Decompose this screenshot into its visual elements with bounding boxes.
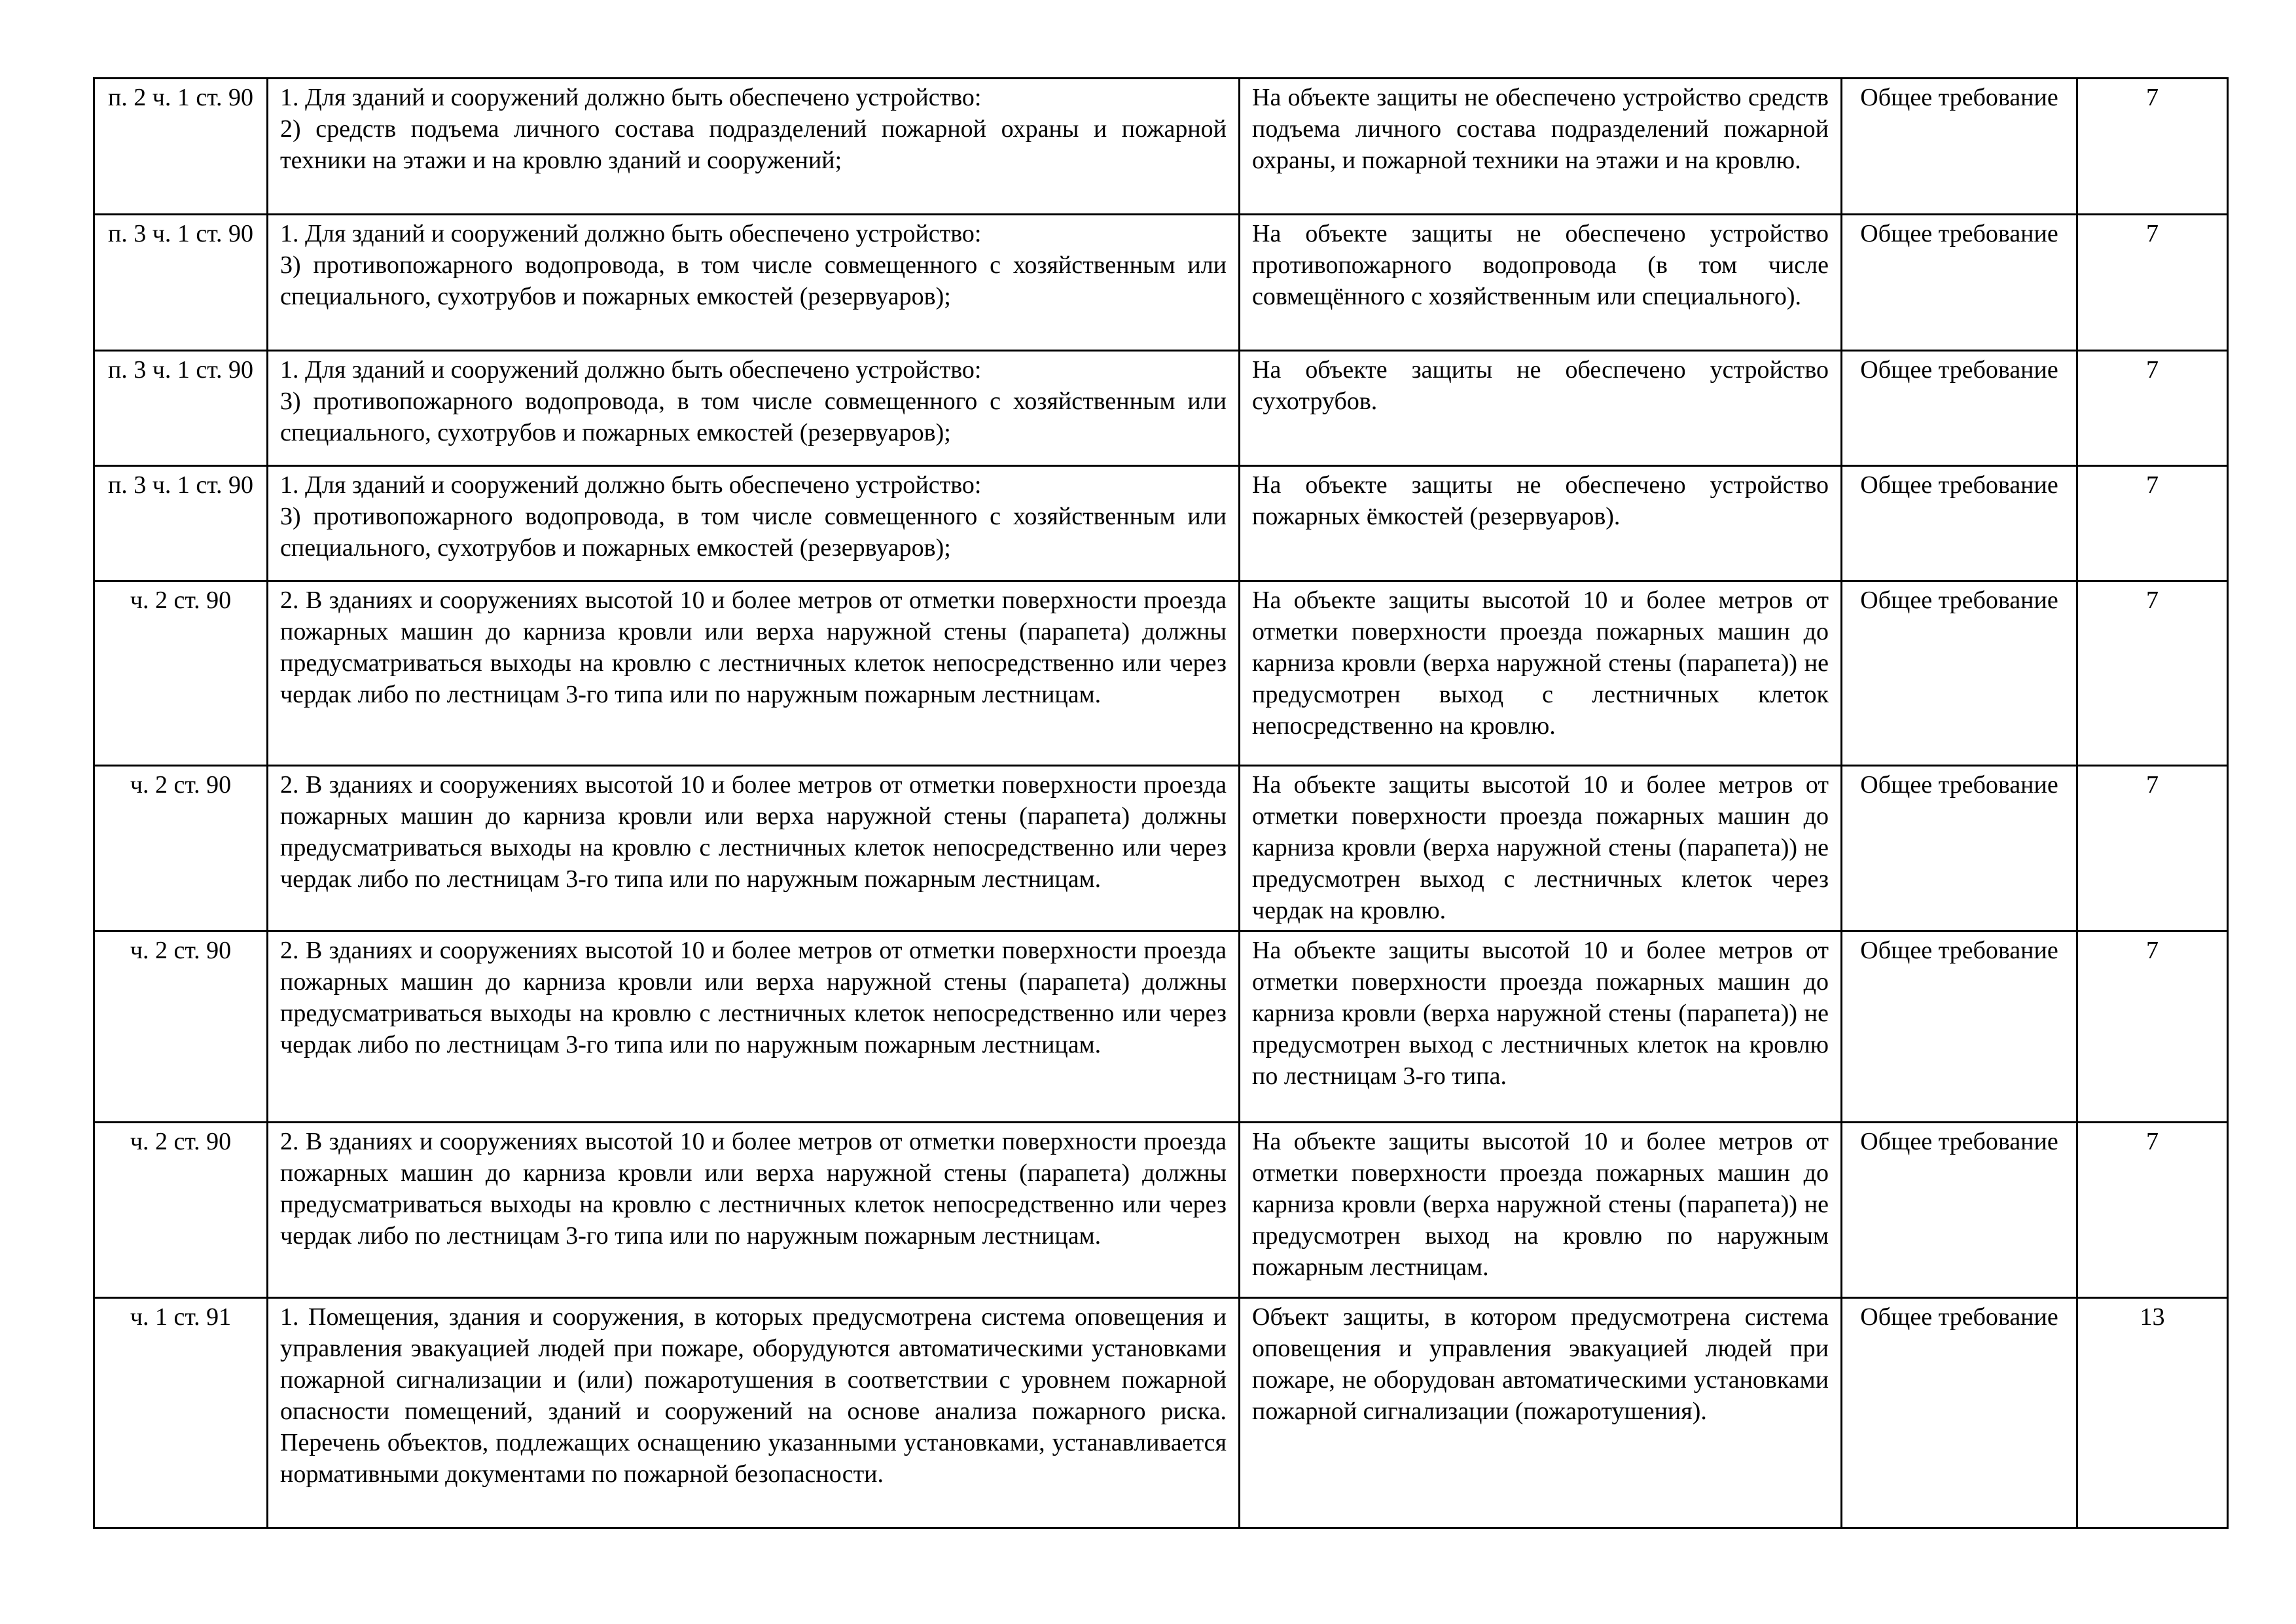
number-cell: 7 xyxy=(2077,79,2228,215)
article-cell: ч. 2 ст. 90 xyxy=(94,1123,268,1298)
violation-cell: На объекте защиты высотой 10 и более метров от отметки поверхности проезда пожарных машин до карниза кровли (верха наружной стены (парапета)) не предусмотрен выход с лестничных клеток через чердак на кровлю. xyxy=(1240,766,1842,931)
table-row xyxy=(94,766,2228,931)
requirements-table xyxy=(93,77,2229,1529)
table-row xyxy=(94,79,2228,215)
number-cell: 13 xyxy=(2077,1298,2228,1528)
article-cell: п. 2 ч. 1 ст. 90 xyxy=(94,79,268,215)
table-row xyxy=(94,1123,2228,1298)
table-row xyxy=(94,351,2228,466)
article-cell: ч. 2 ст. 90 xyxy=(94,581,268,766)
requirement-cell: 2. В зданиях и сооружениях высотой 10 и более метров от отметки поверхности проезда пожарных машин до карниза кровли или верха наружной стены (парапета) должны предусматриваться выходы на кровлю с лестничных клеток непосредственно или через чердак либо по лестницам 3-го типа или по наружным пожарным лестницам. xyxy=(268,581,1240,766)
number-cell: 7 xyxy=(2077,1123,2228,1298)
violation-cell: На объекте защиты высотой 10 и более метров от отметки поверхности проезда пожарных машин до карниза кровли (верха наружной стены (парапета)) не предусмотрен выход с лестничных клеток на кровлю по лестницам 3-го типа. xyxy=(1240,931,1842,1123)
requirement-type-cell: Общее требование xyxy=(1842,766,2077,931)
requirement-cell: 2. В зданиях и сооружениях высотой 10 и более метров от отметки поверхности проезда пожарных машин до карниза кровли или верха наружной стены (парапета) должны предусматриваться выходы на кровлю с лестничных клеток непосредственно или через чердак либо по лестницам 3-го типа или по наружным пожарным лестницам. xyxy=(268,766,1240,931)
violation-cell: На объекте защиты не обеспечено устройство противопожарного водопровода (в том числе совмещённого с хозяйственным или специального). xyxy=(1240,215,1842,351)
requirement-type-cell: Общее требование xyxy=(1842,79,2077,215)
number-cell: 7 xyxy=(2077,581,2228,766)
requirement-type-cell: Общее требование xyxy=(1842,931,2077,1123)
requirement-type-cell: Общее требование xyxy=(1842,351,2077,466)
violation-cell: На объекте защиты высотой 10 и более метров от отметки поверхности проезда пожарных машин до карниза кровли (верха наружной стены (парапета)) не предусмотрен выход с лестничных клеток непосредственно на кровлю. xyxy=(1240,581,1842,766)
article-cell: п. 3 ч. 1 ст. 90 xyxy=(94,215,268,351)
number-cell: 7 xyxy=(2077,931,2228,1123)
table-row xyxy=(94,931,2228,1123)
table-row xyxy=(94,215,2228,351)
requirement-type-cell: Общее требование xyxy=(1842,215,2077,351)
number-cell: 7 xyxy=(2077,466,2228,581)
requirement-type-cell: Общее требование xyxy=(1842,466,2077,581)
requirement-cell: 2. В зданиях и сооружениях высотой 10 и более метров от отметки поверхности проезда пожарных машин до карниза кровли или верха наружной стены (парапета) должны предусматриваться выходы на кровлю с лестничных клеток непосредственно или через чердак либо по лестницам 3-го типа или по наружным пожарным лестницам. xyxy=(268,931,1240,1123)
article-cell: ч. 2 ст. 90 xyxy=(94,931,268,1123)
requirement-type-cell: Общее требование xyxy=(1842,1298,2077,1528)
violation-cell: На объекте защиты не обеспечено устройство средств подъема личного состава подразделений пожарной охраны, и пожарной техники на этажи и на кровлю. xyxy=(1240,79,1842,215)
requirement-cell: 1. Помещения, здания и сооружения, в которых предусмотрена система оповещения и управления эвакуацией людей при пожаре, оборудуются автоматическими установками пожарной сигнализации и (или) пожаротушения в соответствии с уровнем пожарной опасности помещений, зданий и сооружений на основе анализа пожарного риска. Перечень объектов, подлежащих оснащению указанными установками, устанавливается нормативными документами по пожарной безопасности. xyxy=(268,1298,1240,1528)
violation-cell: На объекте защиты высотой 10 и более метров от отметки поверхности проезда пожарных машин до карниза кровли (верха наружной стены (парапета)) не предусмотрен выход на кровлю по наружным пожарным лестницам. xyxy=(1240,1123,1842,1298)
article-cell: ч. 1 ст. 91 xyxy=(94,1298,268,1528)
requirement-cell: 1. Для зданий и сооружений должно быть обеспечено устройство: 3) противопожарного водопровода, в том числе совмещенного с хозяйственным или специального, сухотрубов и пожарных емкостей (резервуаров); xyxy=(268,466,1240,581)
requirement-cell: 1. Для зданий и сооружений должно быть обеспечено устройство: 2) средств подъема личного состава подразделений пожарной охраны и пожарной техники на этажи и на кровлю зданий и сооружений; xyxy=(268,79,1240,215)
violation-cell: На объекте защиты не обеспечено устройство пожарных ёмкостей (резервуаров). xyxy=(1240,466,1842,581)
requirement-type-cell: Общее требование xyxy=(1842,581,2077,766)
number-cell: 7 xyxy=(2077,766,2228,931)
violation-cell: Объект защиты, в котором предусмотрена система оповещения и управления эвакуацией людей при пожаре, не оборудован автоматическими установками пожарной сигнализации (пожаротушения). xyxy=(1240,1298,1842,1528)
table-row xyxy=(94,466,2228,581)
requirement-cell: 1. Для зданий и сооружений должно быть обеспечено устройство: 3) противопожарного водопровода, в том числе совмещенного с хозяйственным или специального, сухотрубов и пожарных емкостей (резервуаров); xyxy=(268,351,1240,466)
article-cell: п. 3 ч. 1 ст. 90 xyxy=(94,351,268,466)
number-cell: 7 xyxy=(2077,351,2228,466)
violation-cell: На объекте защиты не обеспечено устройство сухотрубов. xyxy=(1240,351,1842,466)
article-cell: п. 3 ч. 1 ст. 90 xyxy=(94,466,268,581)
table-row xyxy=(94,1298,2228,1528)
table-row xyxy=(94,581,2228,766)
requirement-cell: 1. Для зданий и сооружений должно быть обеспечено устройство: 3) противопожарного водопровода, в том числе совмещенного с хозяйственным или специального, сухотрубов и пожарных емкостей (резервуаров); xyxy=(268,215,1240,351)
article-cell: ч. 2 ст. 90 xyxy=(94,766,268,931)
number-cell: 7 xyxy=(2077,215,2228,351)
requirement-type-cell: Общее требование xyxy=(1842,1123,2077,1298)
requirement-cell: 2. В зданиях и сооружениях высотой 10 и более метров от отметки поверхности проезда пожарных машин до карниза кровли или верха наружной стены (парапета) должны предусматриваться выходы на кровлю с лестничных клеток непосредственно или через чердак либо по лестницам 3-го типа или по наружным пожарным лестницам. xyxy=(268,1123,1240,1298)
